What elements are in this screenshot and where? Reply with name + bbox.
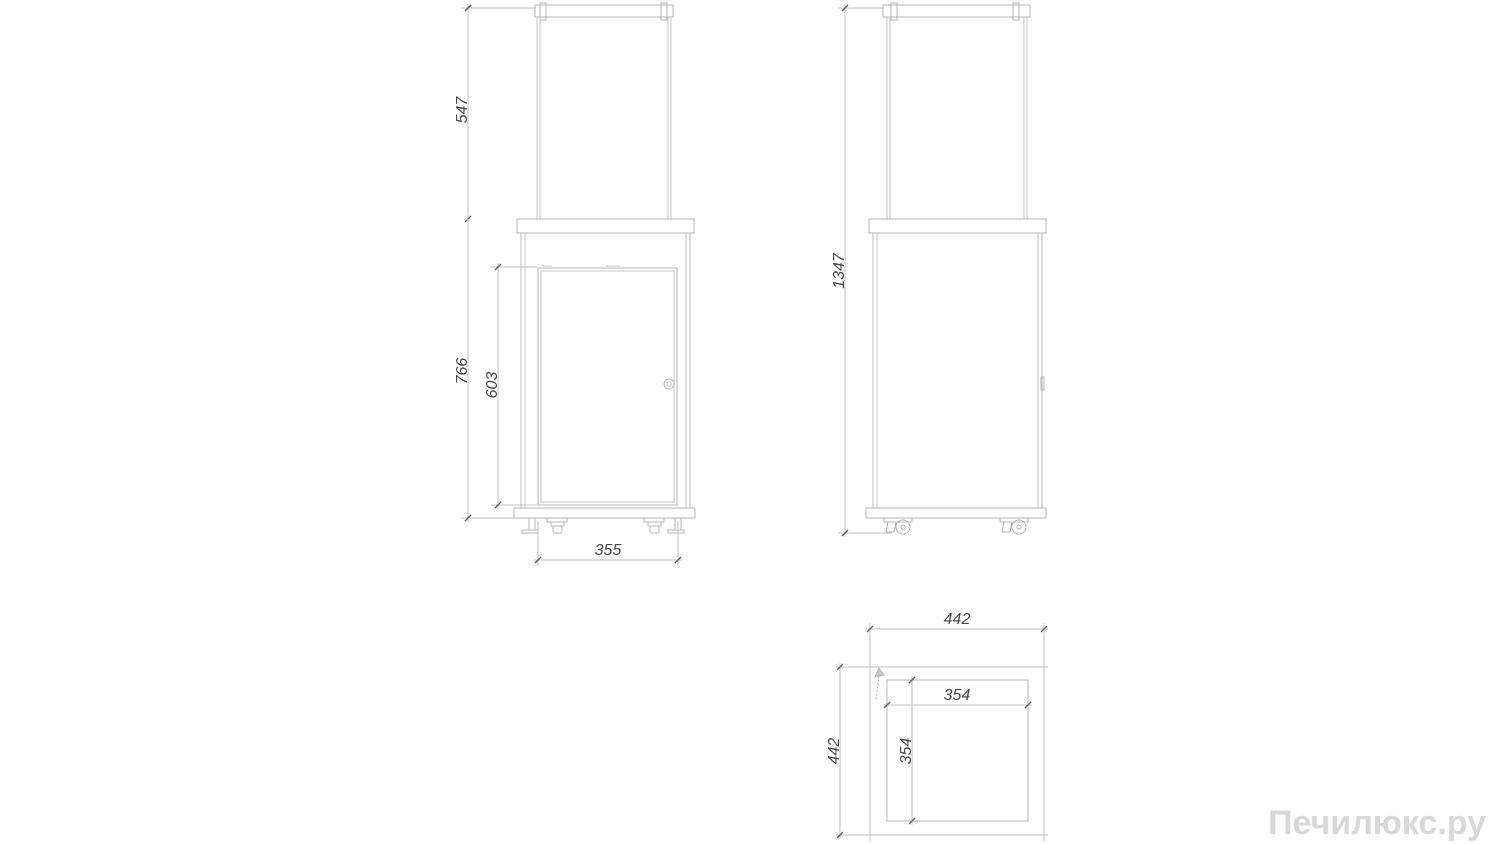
dim-outer-width xyxy=(866,611,1048,632)
front-screw-foot-right xyxy=(668,518,684,533)
dim-overall-height xyxy=(831,4,892,537)
dim-label-base-width: 355 xyxy=(594,542,622,559)
dim-base-width xyxy=(534,521,682,566)
front-door xyxy=(538,266,677,505)
top-dimensions xyxy=(826,611,1048,839)
dim-door-height xyxy=(484,263,537,509)
dim-outer-depth xyxy=(826,663,843,839)
front-view xyxy=(454,3,695,566)
side-caster-right xyxy=(1000,518,1028,534)
front-screw-foot-left xyxy=(522,518,538,533)
front-caster-right xyxy=(644,518,664,533)
side-bottom-plate xyxy=(866,508,1046,518)
dim-label-inner-depth: 354 xyxy=(898,737,915,765)
side-caster-left xyxy=(884,518,912,534)
dim-label-glass-height: 547 xyxy=(454,96,471,124)
dim-label-outer-depth: 442 xyxy=(826,737,843,765)
front-caster-left xyxy=(547,518,567,533)
dim-inner-depth xyxy=(898,676,915,825)
front-top-plate xyxy=(517,219,694,233)
top-view xyxy=(826,611,1048,842)
front-body xyxy=(514,219,695,518)
side-view xyxy=(831,3,1046,537)
dim-inner-width xyxy=(883,687,1032,708)
dim-label-inner-width: 354 xyxy=(943,687,971,704)
watermark-logo: Печилюкс.ру xyxy=(1268,804,1486,842)
dim-label-overall-height: 1347 xyxy=(831,253,848,289)
dim-label-door-height: 603 xyxy=(484,371,501,399)
front-cabinet xyxy=(521,233,690,508)
door-lock-icon xyxy=(664,379,674,389)
top-corner-marker xyxy=(875,668,884,700)
dim-label-body-height: 766 xyxy=(454,357,471,385)
door-lock-keyhole xyxy=(667,382,671,386)
front-top-cap xyxy=(535,5,673,17)
side-casters xyxy=(884,518,1028,534)
marker-arrow-icon xyxy=(875,668,884,677)
front-bottom-plate xyxy=(514,508,695,518)
top-outer-envelope xyxy=(836,623,1048,842)
dim-label-outer-width: 442 xyxy=(943,611,971,628)
front-glass-tube xyxy=(535,3,673,219)
dim-body-height xyxy=(454,219,514,522)
front-dimensions xyxy=(454,4,682,566)
side-body xyxy=(866,219,1046,518)
dim-glass-height xyxy=(454,4,536,223)
side-top-plate xyxy=(869,219,1046,233)
side-cabinet xyxy=(873,233,1042,508)
side-dimensions xyxy=(831,4,892,537)
side-top-cap xyxy=(883,5,1030,17)
front-feet xyxy=(522,518,684,533)
side-glass-tube xyxy=(883,3,1030,219)
